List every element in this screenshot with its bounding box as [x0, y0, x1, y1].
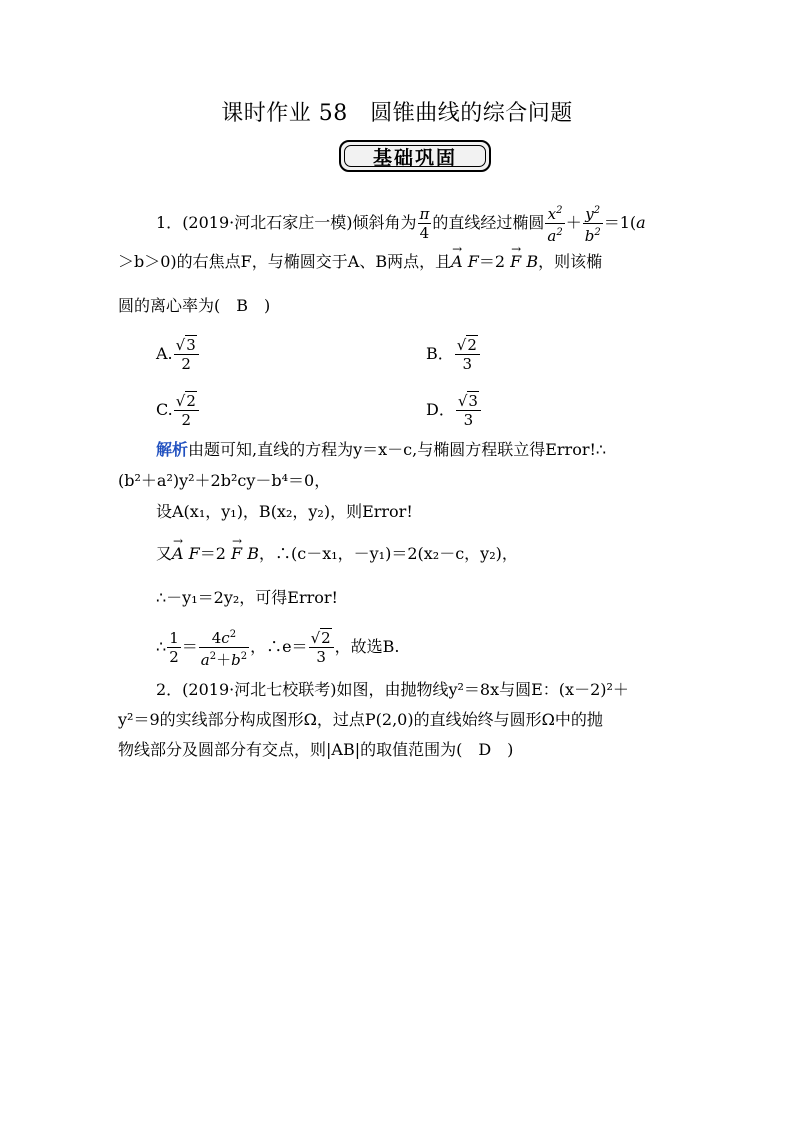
- q1-eq-tail: ＝1(: [603, 213, 637, 232]
- option-c: [156, 392, 200, 429]
- analysis-6b: ，∴e＝: [250, 637, 308, 656]
- page-title: 课时作业 58 圆锥曲线的综合问题: [221, 101, 573, 126]
- q1-vec-eq: ＝2: [478, 252, 506, 271]
- q2-line1: 2．(2019·河北七校联考)如图，由抛物线y²＝8x与圆E：(x－2)²＋: [156, 680, 629, 699]
- section-badge: 基础巩固: [339, 140, 491, 172]
- q2-line3: 物线部分及圆部分有交点，则|AB|的取值范围为( D ): [118, 740, 514, 759]
- analysis-line1: [156, 440, 606, 460]
- option-b: [426, 336, 481, 373]
- analysis-6c: ，故选B.: [334, 637, 400, 656]
- vector-af: → A F: [451, 252, 479, 272]
- analysis-line5: ∴－y₁＝2y₂，可得Error!: [156, 588, 338, 607]
- option-a-value: $\frac{√3}{2}$: [174, 336, 199, 373]
- analysis-line3: 设A(x₁，y₁)，B(x₂，y₂)，则Error!: [156, 502, 413, 521]
- q1-line2-text: ＞b＞0)的右焦点F，与椭圆交于A、B两点，且: [118, 252, 452, 271]
- vector-fb: → F B: [510, 252, 538, 272]
- analysis-4a: 又: [156, 544, 173, 563]
- q1-text-b: 的直线经过椭圆: [432, 213, 545, 232]
- q1-text-a: 倾斜角为: [352, 213, 417, 232]
- analysis-line4: [156, 544, 518, 564]
- option-b-value: $\frac{√2}{3}$: [455, 336, 480, 373]
- analysis-text-1: 由题可知,直线的方程为y＝x－c,与椭圆方程联立得Error!∴: [188, 440, 607, 459]
- pi-over-4-fraction: [418, 205, 432, 242]
- option-d: [426, 392, 482, 429]
- q1-line2: [118, 252, 602, 272]
- analysis-line2: (b²＋a²)y²＋2b²cy－b⁴＝0，: [118, 471, 331, 490]
- q1-line3: 圆的离心率为( B ): [118, 296, 271, 315]
- q1-line1: 1．(2019·河北石家庄一模)倾斜角为 $\frac{\pi}{4}$ 的直线经过椭圆 $\frac{x^2}{a^2}$ ＋ $\frac{y^2}{b^2}$ ＝1(a: [156, 202, 646, 245]
- q1-a: a: [636, 213, 646, 232]
- vector-fb-2: → F B: [231, 544, 259, 564]
- option-c-label: C.: [156, 400, 173, 419]
- frac-den: 4: [419, 224, 430, 242]
- analysis-line6: ∴ $\frac{1}{2}$ ＝ $\frac{4c^2}{a^2+b^2}$ ，∴e＝ $\frac{√2}{3}$ ，故选B.: [156, 626, 400, 669]
- option-d-value: $\frac{√3}{3}$: [456, 392, 481, 429]
- analysis-4b: ，∴(c－x₁，－y₁)＝2(x₂－c，y₂)，: [259, 544, 518, 563]
- eccentricity-fraction: $\frac{√2}{3}$: [309, 629, 334, 666]
- q1-line2-tail: ，则该椭: [538, 252, 603, 271]
- q2-line2: y²＝9的实线部分构成图形Ω，过点P(2,0)的直线始终与圆形Ω中的抛: [118, 710, 603, 729]
- option-a-label: A.: [156, 344, 173, 363]
- ellipse-y-term: $\frac{y^2}{b^2}$: [583, 202, 603, 245]
- ellipse-x-term: $\frac{x^2}{a^2}$: [545, 202, 564, 245]
- q1-source: (2019·河北石家庄一模): [182, 213, 353, 232]
- frac-num: π: [419, 205, 430, 223]
- half-fraction: $\frac{1}{2}$: [169, 629, 179, 666]
- option-c-value: $\frac{√2}{2}$: [174, 392, 199, 429]
- vector-af-2: → A F: [172, 544, 200, 564]
- q1-number: 1．: [156, 213, 183, 232]
- analysis-label: 解析: [156, 440, 189, 459]
- ratio-fraction: $\frac{4c^2}{a^2+b^2}$: [199, 626, 249, 669]
- option-a: [156, 336, 200, 373]
- option-d-label: D．: [426, 400, 455, 419]
- option-b-label: B．: [426, 344, 454, 363]
- analysis-vec-eq: ＝2: [199, 544, 226, 563]
- analysis-6a: ∴: [156, 637, 167, 656]
